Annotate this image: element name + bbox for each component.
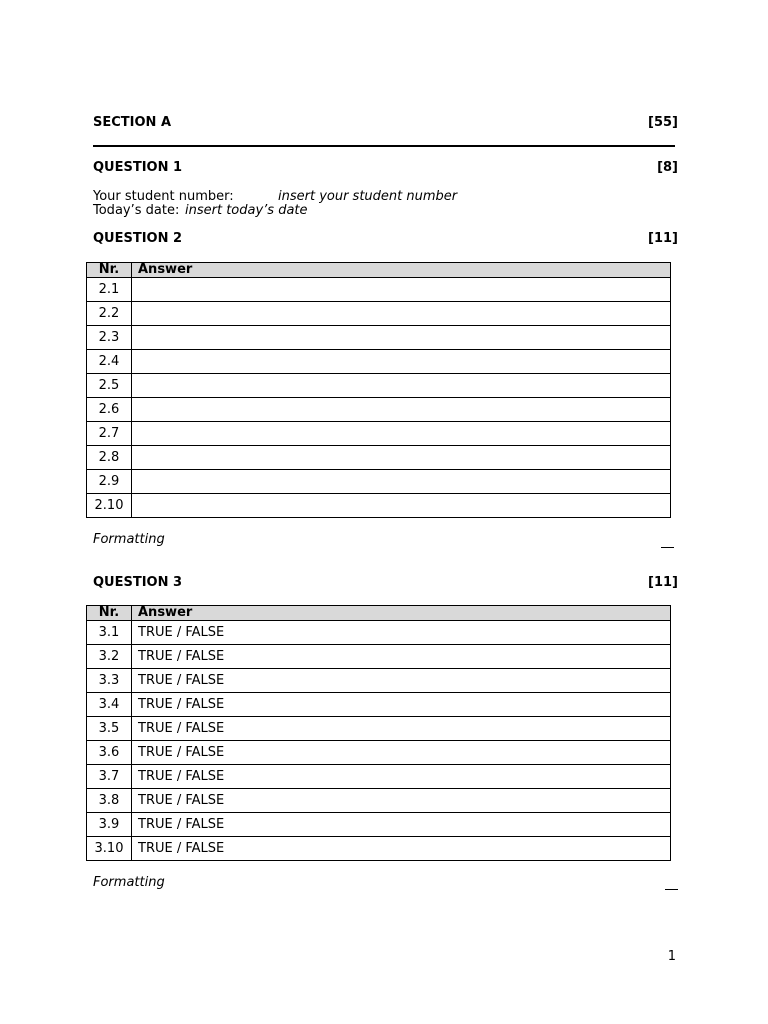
question-2-title: QUESTION 2	[93, 231, 183, 246]
table-row	[87, 398, 671, 422]
question-2-marks: [11]	[648, 231, 678, 246]
row-number: 3.4	[87, 693, 132, 717]
date-label: Today’s date:	[93, 203, 180, 218]
row-number: 2.2	[87, 302, 132, 326]
question-3-answer-table	[86, 605, 671, 861]
table-row	[87, 813, 671, 837]
true-false-cell[interactable]: TRUE / FALSE	[132, 693, 671, 717]
column-header-nr: Nr.	[87, 263, 132, 278]
row-number: 2.8	[87, 446, 132, 470]
true-false-cell[interactable]: TRUE / FALSE	[132, 837, 671, 861]
column-header-answer: Answer	[132, 606, 671, 621]
true-false-cell[interactable]: TRUE / FALSE	[132, 717, 671, 741]
table-header-row	[87, 263, 671, 278]
answer-cell[interactable]	[132, 278, 671, 302]
row-number: 3.5	[87, 717, 132, 741]
section-divider	[93, 145, 675, 147]
table-row	[87, 765, 671, 789]
column-header-nr: Nr.	[87, 606, 132, 621]
question-1-title: QUESTION 1	[93, 160, 183, 175]
table-row	[87, 645, 671, 669]
row-number: 3.7	[87, 765, 132, 789]
table-row	[87, 717, 671, 741]
true-false-cell[interactable]: TRUE / FALSE	[132, 645, 671, 669]
table-row	[87, 350, 671, 374]
true-false-cell[interactable]: TRUE / FALSE	[132, 621, 671, 645]
true-false-cell[interactable]: TRUE / FALSE	[132, 813, 671, 837]
table-row	[87, 837, 671, 861]
table-row	[87, 621, 671, 645]
row-number: 3.3	[87, 669, 132, 693]
answer-cell[interactable]	[132, 302, 671, 326]
answer-cell[interactable]	[132, 470, 671, 494]
table-row	[87, 693, 671, 717]
row-number: 3.10	[87, 837, 132, 861]
table-row	[87, 446, 671, 470]
question-2-answer-table	[86, 262, 671, 518]
table-row	[87, 669, 671, 693]
table-row	[87, 374, 671, 398]
question-3-marks: [11]	[648, 575, 678, 590]
question-2-formatting-label: Formatting	[93, 532, 165, 547]
row-number: 2.7	[87, 422, 132, 446]
answer-cell[interactable]	[132, 446, 671, 470]
row-number: 2.9	[87, 470, 132, 494]
row-number: 2.3	[87, 326, 132, 350]
row-number: 3.9	[87, 813, 132, 837]
true-false-cell[interactable]: TRUE / FALSE	[132, 789, 671, 813]
row-number: 3.2	[87, 645, 132, 669]
answer-cell[interactable]	[132, 422, 671, 446]
student-number-label: Your student number:	[93, 189, 234, 204]
question-3-title: QUESTION 3	[93, 575, 183, 590]
row-number: 2.5	[87, 374, 132, 398]
true-false-cell[interactable]: TRUE / FALSE	[132, 669, 671, 693]
table-row	[87, 741, 671, 765]
question-3-formatting-mark-blank	[665, 889, 678, 890]
date-field[interactable]: insert today’s date	[185, 203, 308, 218]
table-row	[87, 326, 671, 350]
answer-cell[interactable]	[132, 350, 671, 374]
table-row	[87, 422, 671, 446]
table-row	[87, 278, 671, 302]
answer-cell[interactable]	[132, 398, 671, 422]
table-header-row	[87, 606, 671, 621]
question-3-formatting-label: Formatting	[93, 875, 165, 890]
table-row	[87, 302, 671, 326]
row-number: 2.10	[87, 494, 132, 518]
column-header-answer: Answer	[132, 263, 671, 278]
row-number: 3.8	[87, 789, 132, 813]
section-marks: [55]	[648, 115, 678, 130]
table-row	[87, 470, 671, 494]
row-number: 3.1	[87, 621, 132, 645]
true-false-cell[interactable]: TRUE / FALSE	[132, 765, 671, 789]
row-number: 2.6	[87, 398, 132, 422]
answer-cell[interactable]	[132, 374, 671, 398]
true-false-cell[interactable]: TRUE / FALSE	[132, 741, 671, 765]
answer-cell[interactable]	[132, 326, 671, 350]
row-number: 3.6	[87, 741, 132, 765]
row-number: 2.4	[87, 350, 132, 374]
section-title: SECTION A	[93, 115, 172, 130]
page-number: 1	[667, 949, 676, 964]
question-2-formatting-mark-blank	[661, 547, 674, 548]
table-row	[87, 494, 671, 518]
table-row	[87, 789, 671, 813]
row-number: 2.1	[87, 278, 132, 302]
question-1-marks: [8]	[657, 160, 678, 175]
answer-cell[interactable]	[132, 494, 671, 518]
student-number-field[interactable]: insert your student number	[278, 189, 458, 204]
